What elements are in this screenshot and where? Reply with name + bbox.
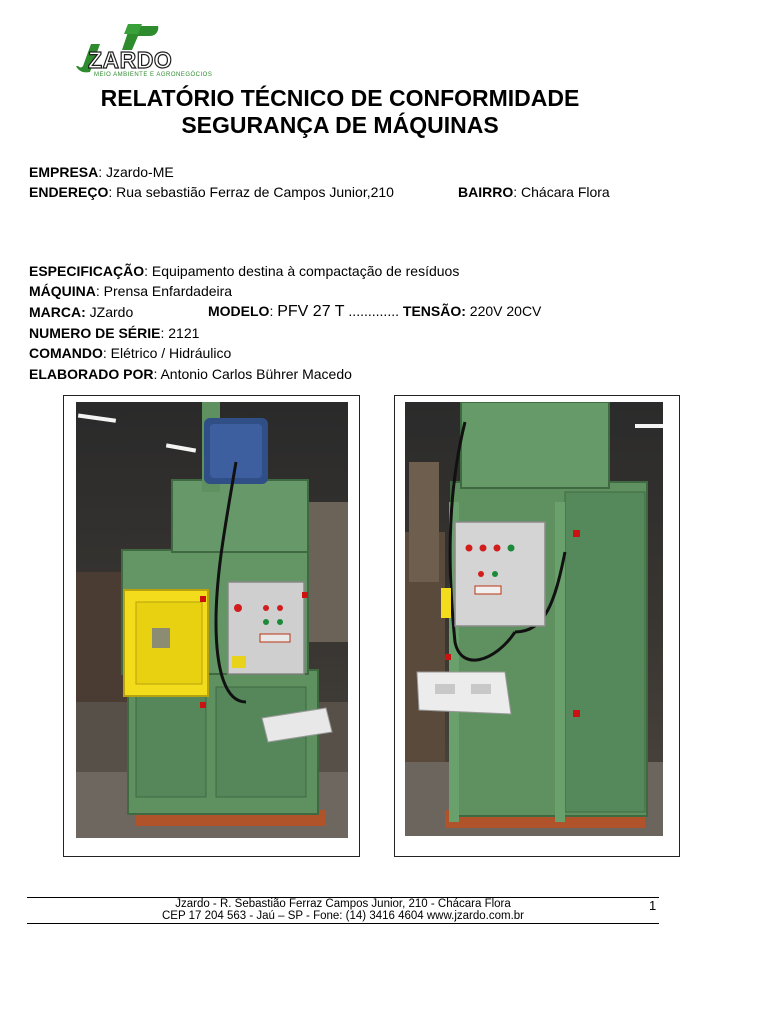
endereco-value: : Rua sebastião Ferraz de Campos Junior,210 bbox=[108, 184, 394, 200]
marca-line bbox=[29, 304, 133, 321]
marca-value: JZardo bbox=[85, 304, 134, 320]
bairro-label: BAIRRO bbox=[458, 184, 514, 200]
comando-label: COMANDO bbox=[29, 345, 103, 361]
marca-label: MARCA: bbox=[29, 304, 86, 320]
modelo-dots: ............. bbox=[344, 303, 403, 319]
modelo-label: MODELO bbox=[208, 303, 270, 319]
endereco-line bbox=[29, 184, 394, 201]
modelo-line bbox=[208, 303, 541, 320]
especificacao-line bbox=[29, 263, 459, 280]
empresa-value: : Jzardo-ME bbox=[98, 164, 174, 180]
logo-tagline: MEIO AMBIENTE E AGRONEGÓCIOS bbox=[94, 72, 213, 78]
report-title-line2: SEGURANÇA DE MÁQUINAS bbox=[181, 112, 499, 138]
maquina-label: MÁQUINA bbox=[29, 283, 96, 299]
endereco-label: ENDEREÇO bbox=[29, 184, 109, 200]
footer-bottom-rule bbox=[27, 923, 659, 924]
comando-line bbox=[29, 345, 231, 362]
tensao-value: 220V 20CV bbox=[465, 303, 542, 319]
empresa-label: EMPRESA bbox=[29, 164, 99, 180]
company-logo bbox=[70, 22, 230, 84]
elaborado-value: : Antonio Carlos Bührer Macedo bbox=[153, 366, 352, 382]
footer-contact: CEP 17 204 563 - Jaú – SP - Fone: (14) 3416 4604 www.jzardo.com.br bbox=[161, 910, 525, 922]
serie-value: : 2121 bbox=[160, 325, 200, 341]
baler-front-image bbox=[76, 402, 348, 838]
elaborado-line bbox=[29, 366, 352, 383]
bairro-value: : Chácara Flora bbox=[513, 184, 610, 200]
comando-value: : Elétrico / Hidráulico bbox=[102, 345, 232, 361]
svg-text:ZARDO: ZARDO bbox=[88, 47, 173, 73]
empresa-line bbox=[29, 164, 174, 181]
serie-label: NUMERO DE SÉRIE bbox=[29, 325, 161, 341]
modelo-colon: : bbox=[269, 303, 278, 319]
baler-side-image bbox=[405, 402, 663, 836]
maquina-value: : Prensa Enfardadeira bbox=[95, 283, 233, 299]
footer-address: Jzardo - R. Sebastião Ferraz Campos Junior, 210 - Chácara Flora bbox=[175, 898, 511, 910]
machine-photo-side bbox=[394, 395, 680, 857]
serie-line bbox=[29, 325, 199, 342]
modelo-value: PFV 27 T bbox=[277, 303, 345, 320]
elaborado-label: ELABORADO POR bbox=[29, 366, 154, 382]
bairro-line bbox=[458, 184, 610, 201]
especificacao-value: : Equipamento destina à compactação de resíduos bbox=[144, 263, 460, 279]
especificacao-label: ESPECIFICAÇÃO bbox=[29, 263, 145, 279]
report-title-line1: RELATÓRIO TÉCNICO DE CONFORMIDADE bbox=[100, 85, 580, 111]
machine-photo-front bbox=[63, 395, 360, 857]
maquina-line bbox=[29, 283, 232, 300]
tensao-label: TENSÃO: bbox=[402, 303, 466, 319]
page-number: 1 bbox=[649, 898, 657, 913]
